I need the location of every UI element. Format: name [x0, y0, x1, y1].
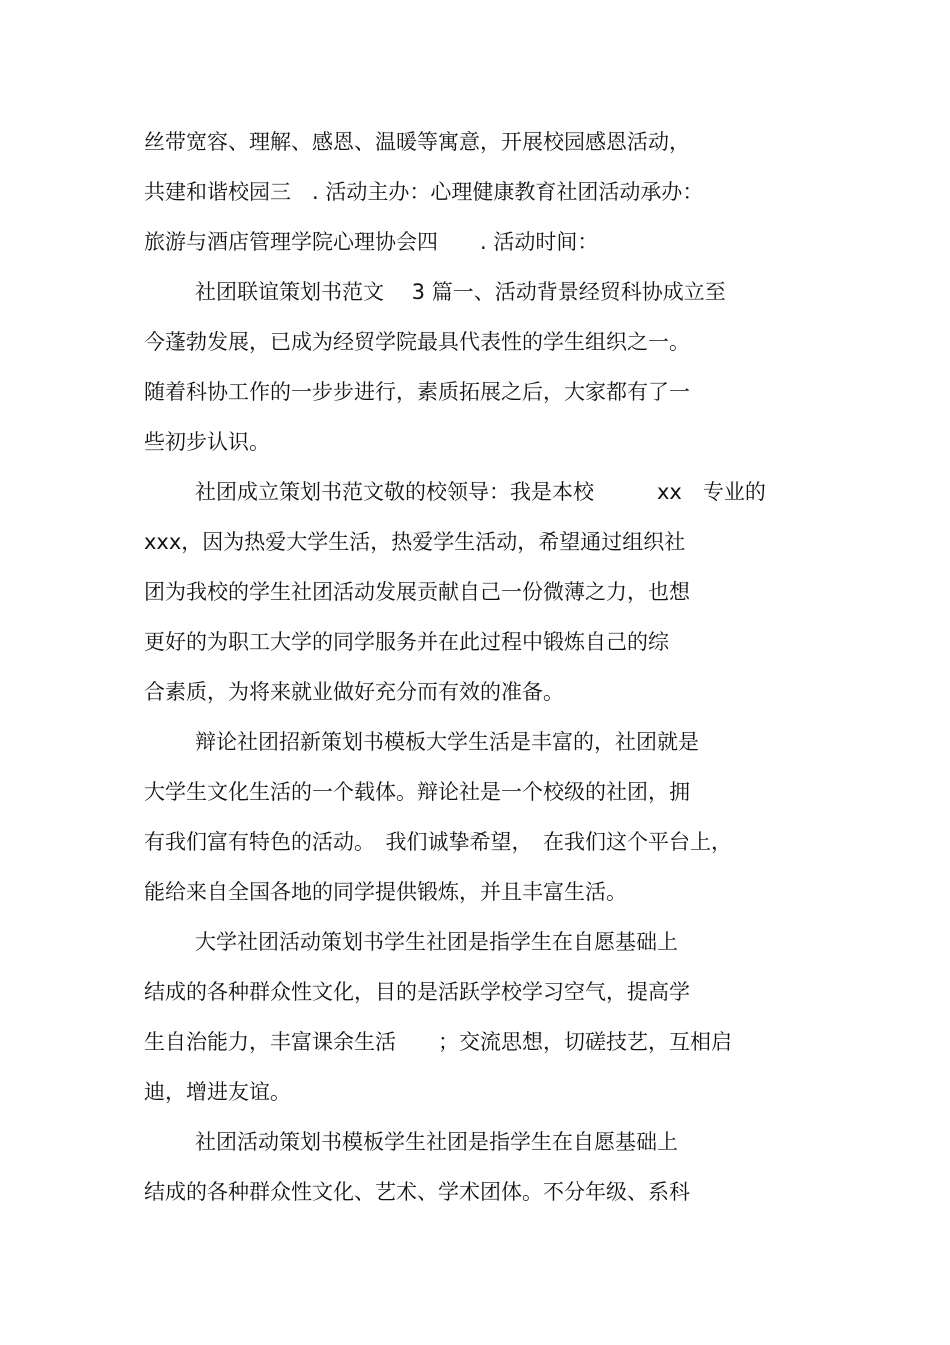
text-line: 旅游与酒店管理学院心理协会四 . 活动时间：: [144, 230, 599, 254]
text-line: 能给来自全国各地的同学提供锻炼，并且丰富生活。: [144, 880, 627, 904]
paragraph-first-line: 社团联谊策划书范文 3 篇一、活动背景经贸科协成立至: [195, 280, 726, 304]
text-line: 更好的为职工大学的同学服务并在此过程中锻炼自己的综: [144, 630, 669, 654]
text-line: 今蓬勃发展，已成为经贸学院最具代表性的学生组织之一。: [144, 330, 690, 354]
text-line: xxx，因为热爱大学生活，热爱学生活动，希望通过组织社: [144, 530, 686, 554]
text-line: 结成的各种群众性文化、艺术、学术团体。不分年级、系科: [144, 1180, 690, 1204]
paragraph-first-line: 大学社团活动策划书学生社团是指学生在自愿基础上: [195, 930, 678, 954]
text-line: 团为我校的学生社团活动发展贡献自己一份微薄之力，也想: [144, 580, 690, 604]
text-line: 生自治能力，丰富课余生活 ；交流思想，切磋技艺，互相启: [144, 1030, 732, 1054]
text-line: 丝带宽容、理解、感恩、温暖等寓意，开展校园感恩活动，: [144, 130, 690, 154]
text-line: 些初步认识。: [144, 430, 270, 454]
paragraph-first-line: 辩论社团招新策划书模板大学生活是丰富的，社团就是: [195, 730, 699, 754]
text-line: 结成的各种群众性文化，目的是活跃学校学习空气，提高学: [144, 980, 690, 1004]
text-line: 随着科协工作的一步步进行，素质拓展之后，大家都有了一: [144, 380, 690, 404]
paragraph-first-line: 社团活动策划书模板学生社团是指学生在自愿基础上: [195, 1130, 678, 1154]
text-line: 共建和谐校园三 . 活动主办：心理健康教育社团活动承办：: [144, 180, 704, 204]
text-line: 迪，增进友谊。: [144, 1080, 291, 1104]
text-line: 大学生文化生活的一个载体。辩论社是一个校级的社团，拥: [144, 780, 690, 804]
text-line: 合素质，为将来就业做好充分而有效的准备。: [144, 680, 564, 704]
paragraph-first-line: 社团成立策划书范文敬的校领导：我是本校 xx 专业的: [195, 480, 766, 504]
text-line: 有我们富有特色的活动。 我们诚挚希望， 在我们这个平台上，: [144, 830, 732, 854]
